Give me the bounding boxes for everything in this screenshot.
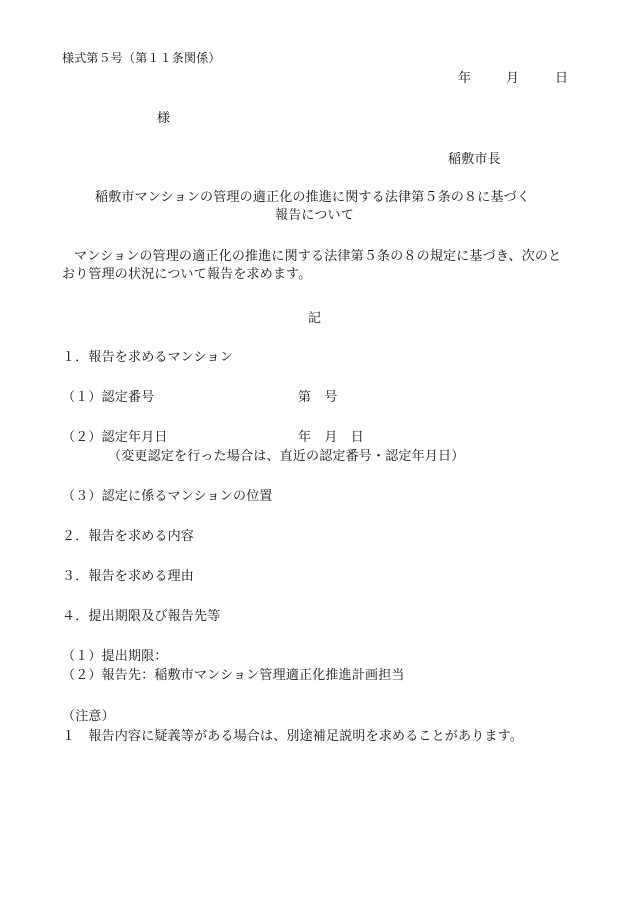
date-day: 日 — [555, 71, 569, 86]
section-4-2: （２）報告先：稲敷市マンション管理適正化推進計画担当 — [62, 668, 405, 683]
section-4-heading: ４．提出期限及び報告先等 — [62, 609, 221, 624]
section-1-2-label: （２）認定年月日 — [62, 430, 168, 445]
section-1-3-label: （３）認定に係るマンションの位置 — [62, 489, 273, 504]
section-1-1-value: 第 号 — [298, 390, 338, 405]
section-4-1: （１）提出期限： — [62, 649, 168, 664]
notes-item-1: １ 報告内容に疑義等がある場合は、別途補足説明を求めることがあります。 — [62, 729, 523, 744]
date-year: 年 — [458, 71, 472, 86]
addressee-suffix: 様 — [157, 111, 171, 126]
section-1-2-note: （変更認定を行った場合は、直近の認定番号・認定年月日） — [108, 449, 465, 464]
sender: 稲敷市長 — [448, 152, 501, 167]
section-1-1-label: （１）認定番号 — [62, 390, 155, 405]
section-1-heading: １．報告を求めるマンション — [62, 350, 234, 365]
title-line-2: 報告について — [275, 208, 354, 223]
title-line-1: 稲敷市マンションの管理の適正化の推進に関する法律第５条の８に基づく — [95, 190, 531, 205]
notes-heading: （注意） — [62, 709, 115, 724]
body-line-2: おり管理の状況について報告を求めます。 — [62, 267, 312, 282]
section-3-heading: ３．報告を求める理由 — [62, 569, 195, 584]
section-1-2-value: 年 月 日 — [298, 430, 365, 445]
form-label: 様式第５号（第１１条関係） — [62, 51, 221, 65]
ki-heading: 記 — [308, 311, 322, 326]
date-month: 月 — [506, 71, 520, 86]
section-2-heading: ２．報告を求める内容 — [62, 529, 195, 544]
body-line-1: マンションの管理の適正化の推進に関する法律第５条の８の規定に基づき、次のと — [74, 249, 562, 264]
